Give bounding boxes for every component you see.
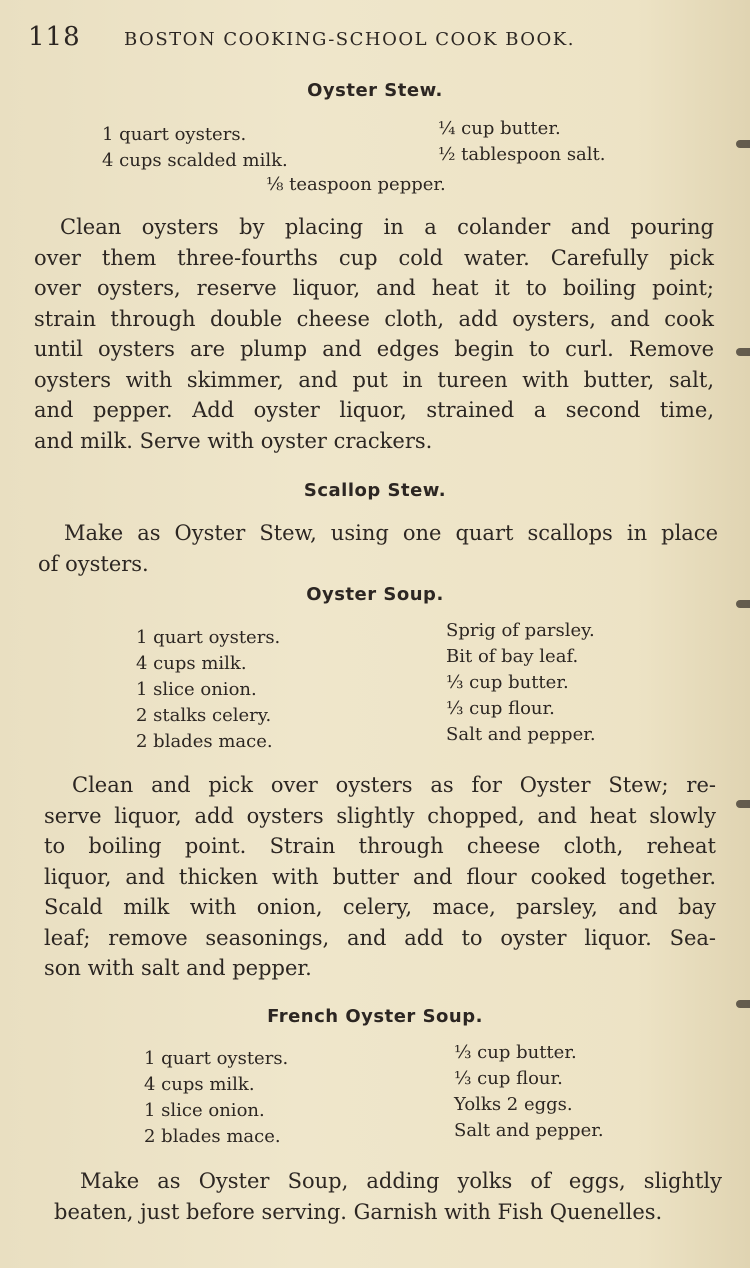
ingredients-right xyxy=(454,1040,604,1144)
ingredient: ¼ cup butter. xyxy=(438,118,561,139)
ingredients-left xyxy=(102,122,288,174)
ingredient: Bit of bay leaf. xyxy=(446,646,579,667)
recipe-title-scallop-stew: Scallop Stew. xyxy=(303,480,447,501)
text-line: and milk. Serve with oyster crackers. xyxy=(34,428,433,453)
text-line: leaf; remove seasonings, and add to oyster liquor. Sea- xyxy=(44,925,716,950)
text-line: son with salt and pepper. xyxy=(44,956,312,980)
text-line: beaten, just before serving. Garnish with Fish Quenelles. xyxy=(54,1199,663,1224)
ingredient-center: ⅛ teaspoon pepper. xyxy=(266,174,446,195)
ingredient: 2 stalks celery. xyxy=(136,705,272,726)
page-edge-mark xyxy=(736,800,750,808)
page-header xyxy=(28,22,710,52)
text-line: over them three-fourths cup cold water. Carefully pick xyxy=(34,245,714,270)
ingredients-right xyxy=(446,618,596,748)
ingredient: ⅓ cup butter. xyxy=(454,1042,577,1063)
directions-french-oyster-soup xyxy=(54,1166,722,1227)
text-line: of oysters. xyxy=(38,551,149,576)
text-line: until oysters are plump and edges begin to curl. Remove xyxy=(34,337,714,361)
ingredient: 4 cups scalded milk. xyxy=(102,150,288,171)
ingredient: ½ tablespoon salt. xyxy=(438,144,606,165)
text-line: to boiling point. Strain through cheese cloth, reheat xyxy=(44,834,716,858)
directions-oyster-soup xyxy=(44,770,716,984)
recipe-title-french-oyster-soup: French Oyster Soup. xyxy=(267,1006,483,1027)
text-line: Make as Oyster Stew, using one quart scallops in place xyxy=(64,521,718,545)
ingredient: 2 blades mace. xyxy=(144,1126,281,1147)
recipe-title-oyster-stew: Oyster Stew. xyxy=(307,80,443,101)
text-line: serve liquor, add oysters slightly chopped, and heat slowly xyxy=(44,803,716,828)
ingredient: 2 blades mace. xyxy=(136,731,273,752)
ingredients-right xyxy=(438,116,606,168)
running-title: BOSTON COOKING-SCHOOL COOK BOOK. xyxy=(124,29,575,50)
directions-scallop-stew xyxy=(38,518,718,579)
ingredient: 1 quart oysters. xyxy=(136,627,281,648)
directions-oyster-stew xyxy=(34,212,714,456)
text-line: and pepper. Add oyster liquor, strained a second time, xyxy=(34,398,714,422)
text-line: Clean and pick over oysters as for Oyster Stew; re- xyxy=(72,773,716,797)
ingredient: 1 quart oysters. xyxy=(144,1048,289,1069)
text-line: Clean oysters by placing in a colander and pouring xyxy=(60,215,714,239)
text-line: Make as Oyster Soup, adding yolks of eggs, slightly xyxy=(80,1169,722,1193)
ingredient: 1 slice onion. xyxy=(136,679,257,700)
ingredient: Salt and pepper. xyxy=(446,724,596,745)
ingredient: 1 slice onion. xyxy=(144,1100,265,1121)
page-edge-mark xyxy=(736,348,750,356)
text-line: oysters with skimmer, and put in tureen with butter, salt, xyxy=(34,367,714,392)
ingredient: ⅓ cup flour. xyxy=(446,698,555,719)
text-line: Scald milk with onion, celery, mace, parsley, and bay xyxy=(44,895,716,919)
text-line: liquor, and thicken with butter and flour cooked together. xyxy=(44,864,716,889)
ingredient: Salt and pepper. xyxy=(454,1120,604,1141)
text-line: strain through double cheese cloth, add oysters, and cook xyxy=(34,306,714,331)
ingredients-left xyxy=(144,1046,288,1150)
ingredient: Yolks 2 eggs. xyxy=(454,1094,573,1115)
ingredients-left xyxy=(136,625,280,755)
ingredient: 1 quart oysters. xyxy=(102,124,247,145)
page-edge-mark xyxy=(736,140,750,148)
ingredient: Sprig of parsley. xyxy=(446,620,595,641)
ingredient: ⅓ cup butter. xyxy=(446,672,569,693)
ingredient: 4 cups milk. xyxy=(144,1074,255,1095)
page-number: 118 xyxy=(28,22,81,52)
recipe-title-oyster-soup: Oyster Soup. xyxy=(306,584,444,605)
ingredient: 4 cups milk. xyxy=(136,653,247,674)
ingredient: ⅓ cup flour. xyxy=(454,1068,563,1089)
text-line: over oysters, reserve liquor, and heat it to boiling point; xyxy=(34,276,714,300)
